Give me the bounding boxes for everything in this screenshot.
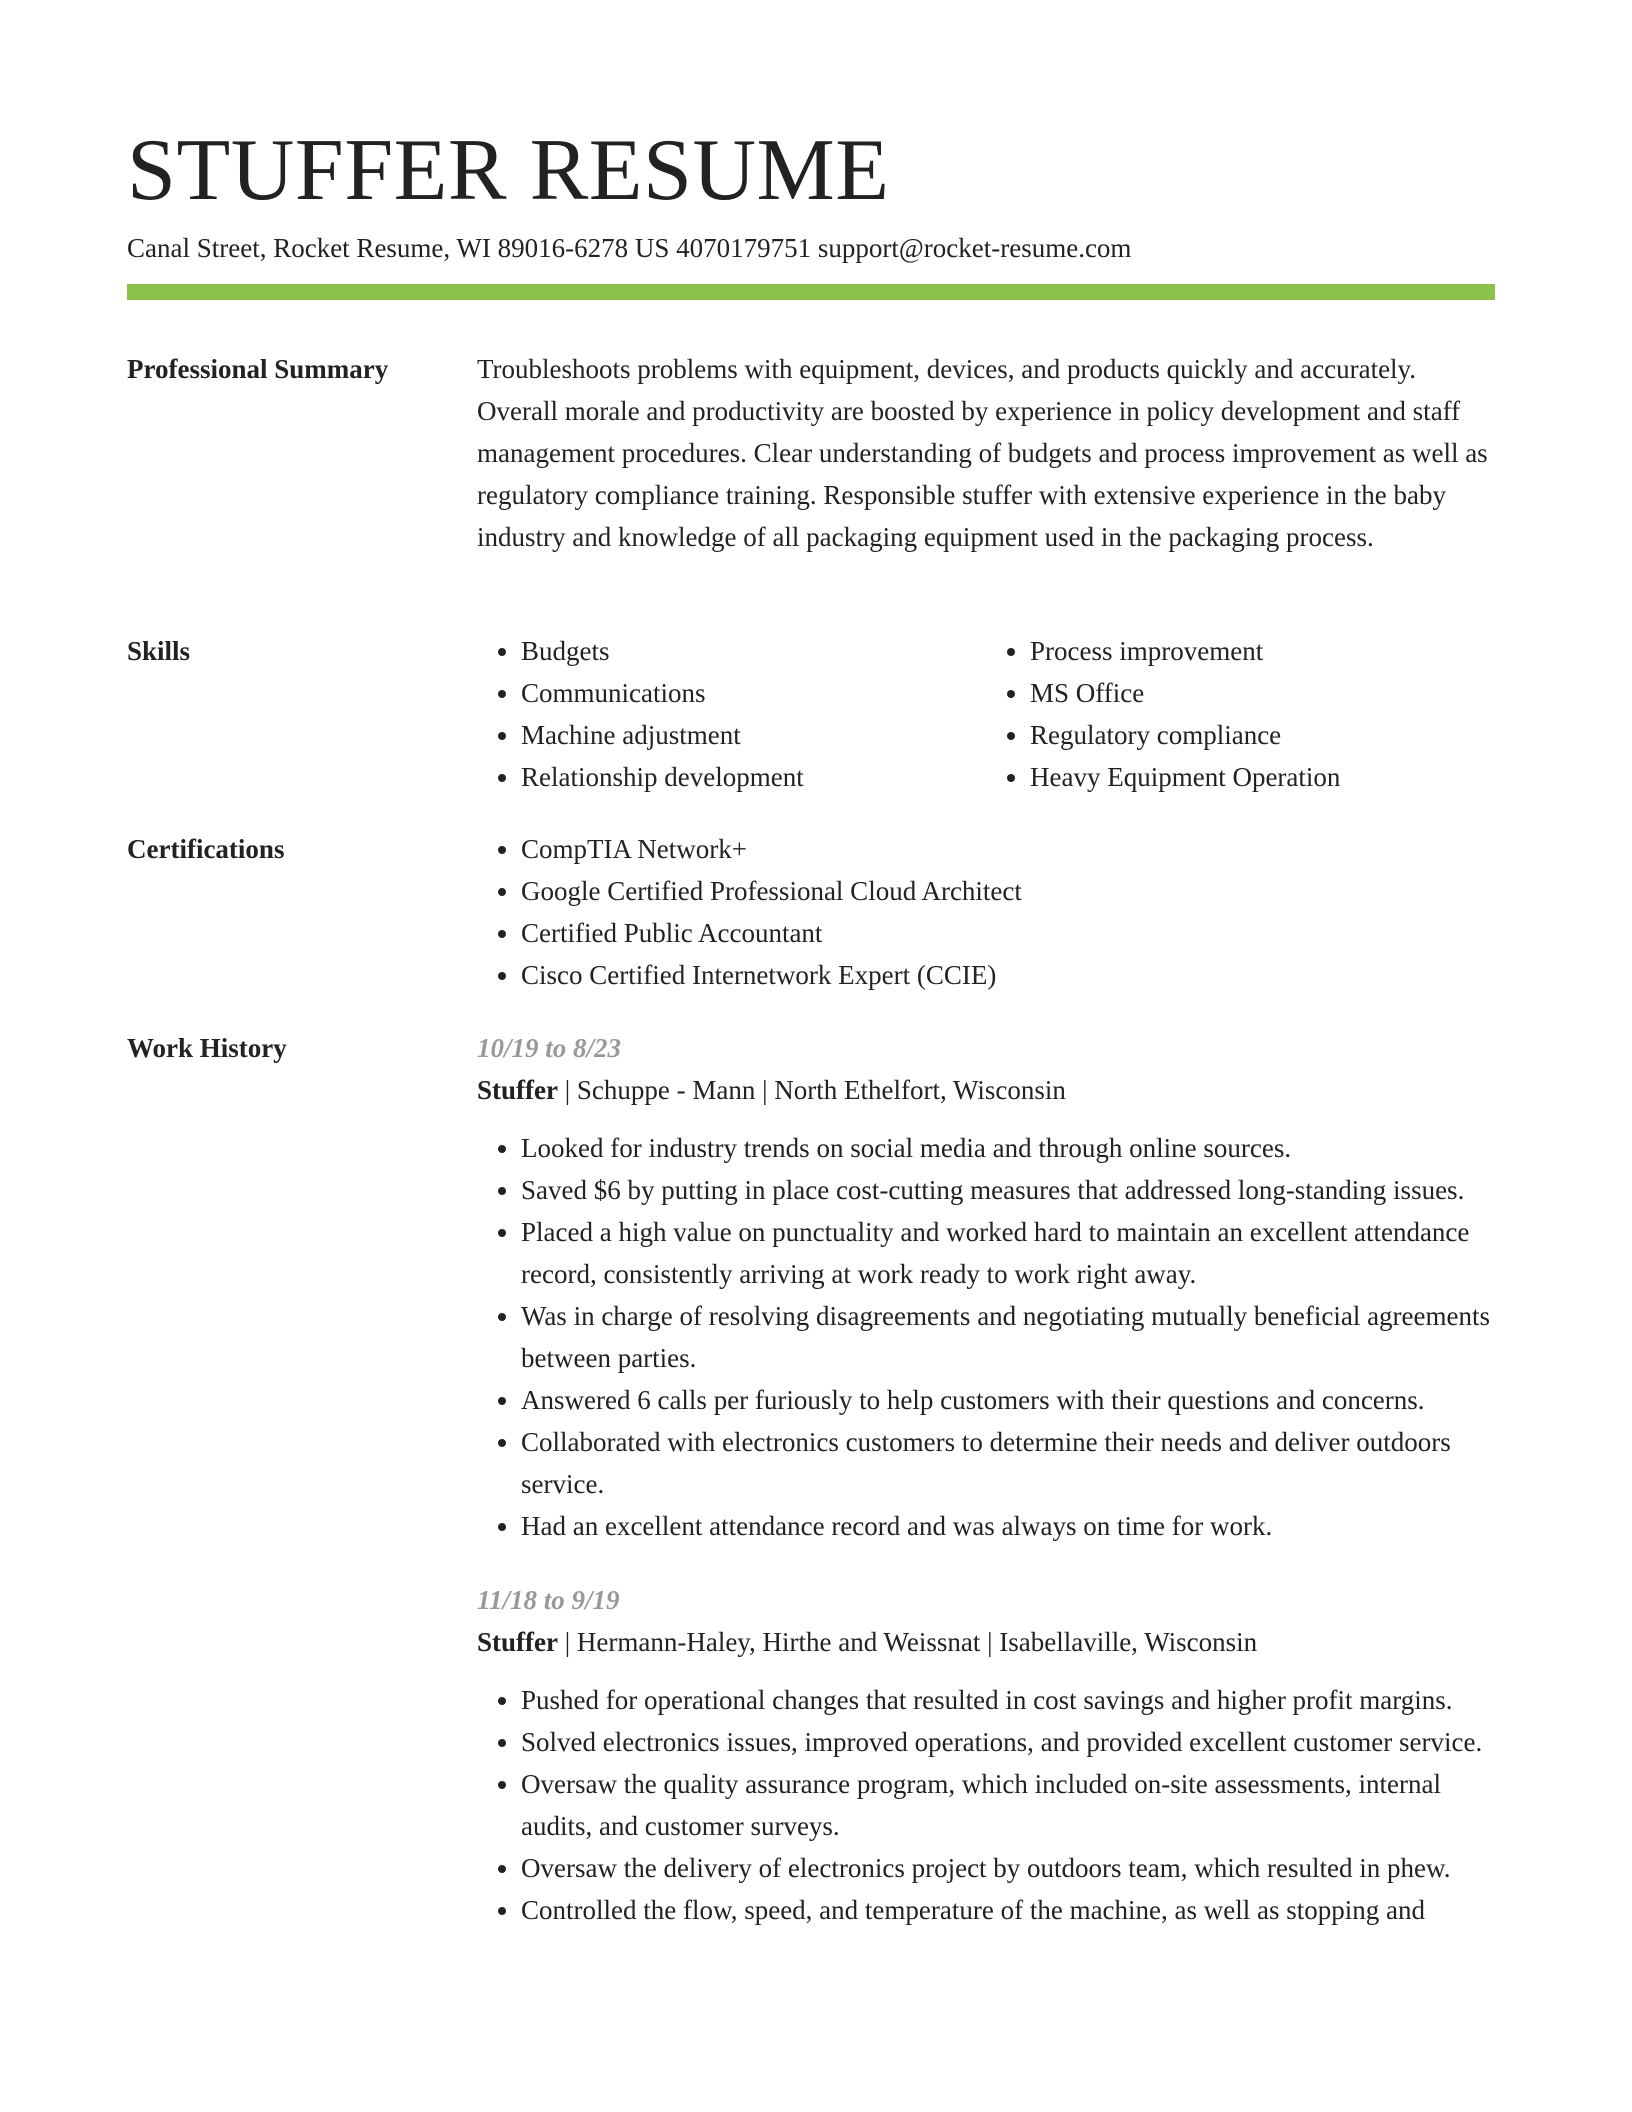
certifications-list xyxy=(477,828,1495,996)
resume-title: STUFFER RESUME xyxy=(127,122,890,219)
skill-item: • Process improvement xyxy=(1030,630,1495,672)
skill-item: • MS Office xyxy=(1030,672,1495,714)
job-bullet: • Oversaw the quality assurance program, which included on-site assessments, internal audits, and customer surveys. xyxy=(521,1763,1495,1847)
job-entry xyxy=(477,1579,1495,1931)
job-bullet: • Pushed for operational changes that resulted in cost savings and higher profit margins. xyxy=(521,1679,1495,1721)
certifications-heading: Certifications xyxy=(127,834,285,864)
header-divider xyxy=(127,284,1495,300)
skill-item: • Communications xyxy=(521,672,986,714)
job-bullet: • Was in charge of resolving disagreements and negotiating mutually beneficial agreements between parties. xyxy=(521,1295,1495,1379)
job-dates: 10/19 to 8/23 xyxy=(477,1033,622,1063)
job-dates: 11/18 to 9/19 xyxy=(477,1585,620,1615)
job-bullet: • Answered 6 calls per furiously to help customers with their questions and concerns. xyxy=(521,1379,1495,1421)
job-details: | Hermann-Haley, Hirthe and Weissnat | Isabellaville, Wisconsin xyxy=(557,1627,1258,1657)
skill-item: • Machine adjustment xyxy=(521,714,986,756)
job-bullet: • Placed a high value on punctuality and worked hard to maintain an excellent attendance record, consistently arriving at work ready to work right away. xyxy=(521,1211,1495,1295)
certification-item: • Cisco Certified Internetwork Expert (CCIE) xyxy=(521,954,1495,996)
job-bullet: • Looked for industry trends on social media and through online sources. xyxy=(521,1127,1495,1169)
contact-line: Canal Street, Rocket Resume, WI 89016-6278 US 4070179751 support@rocket-resume.com xyxy=(127,233,1132,263)
summary-text: Troubleshoots problems with equipment, devices, and products quickly and accurately. Overall morale and productivity are boosted by experience in policy development and staff management procedures. Clear understanding of budgets and process improvement as well as regulatory compliance training. Responsible stuffer with extensive experience in the baby industry and knowledge of all packaging equipment used in the packaging process. xyxy=(477,354,1488,552)
job-bullet: • Collaborated with electronics customers to determine their needs and deliver outdoors service. xyxy=(521,1421,1495,1505)
job-title: Stuffer xyxy=(477,1627,558,1657)
skills-body xyxy=(477,630,1495,798)
skill-item: • Heavy Equipment Operation xyxy=(1030,756,1495,798)
job-bullets xyxy=(477,1679,1495,1931)
job-bullets xyxy=(477,1127,1495,1547)
job-entry xyxy=(477,1027,1495,1547)
summary-heading: Professional Summary xyxy=(127,354,389,384)
job-heading xyxy=(477,1069,1495,1111)
skill-item: • Regulatory compliance xyxy=(1030,714,1495,756)
work-history-heading: Work History xyxy=(127,1033,287,1063)
job-bullet: • Saved $6 by putting in place cost-cutting measures that addressed long-standing issues. xyxy=(521,1169,1495,1211)
skill-item: • Budgets xyxy=(521,630,986,672)
job-heading xyxy=(477,1621,1495,1663)
job-bullet: • Solved electronics issues, improved operations, and provided excellent customer service. xyxy=(521,1721,1495,1763)
job-details: | Schuppe - Mann | North Ethelfort, Wisconsin xyxy=(557,1075,1066,1105)
work-history-body xyxy=(477,1027,1495,1931)
job-title: Stuffer xyxy=(477,1075,558,1105)
skills-list-left xyxy=(477,630,986,798)
certification-item: • CompTIA Network+ xyxy=(521,828,1495,870)
summary-body xyxy=(477,348,1495,558)
certification-item: • Certified Public Accountant xyxy=(521,912,1495,954)
certifications-body xyxy=(477,828,1495,996)
certification-item: • Google Certified Professional Cloud Architect xyxy=(521,870,1495,912)
skill-item: • Relationship development xyxy=(521,756,986,798)
job-bullet: • Controlled the flow, speed, and temperature of the machine, as well as stopping and xyxy=(521,1889,1495,1931)
job-bullet: • Oversaw the delivery of electronics project by outdoors team, which resulted in phew. xyxy=(521,1847,1495,1889)
skills-heading: Skills xyxy=(127,636,191,666)
skills-list-right xyxy=(986,630,1495,798)
job-bullet: • Had an excellent attendance record and was always on time for work. xyxy=(521,1505,1495,1547)
